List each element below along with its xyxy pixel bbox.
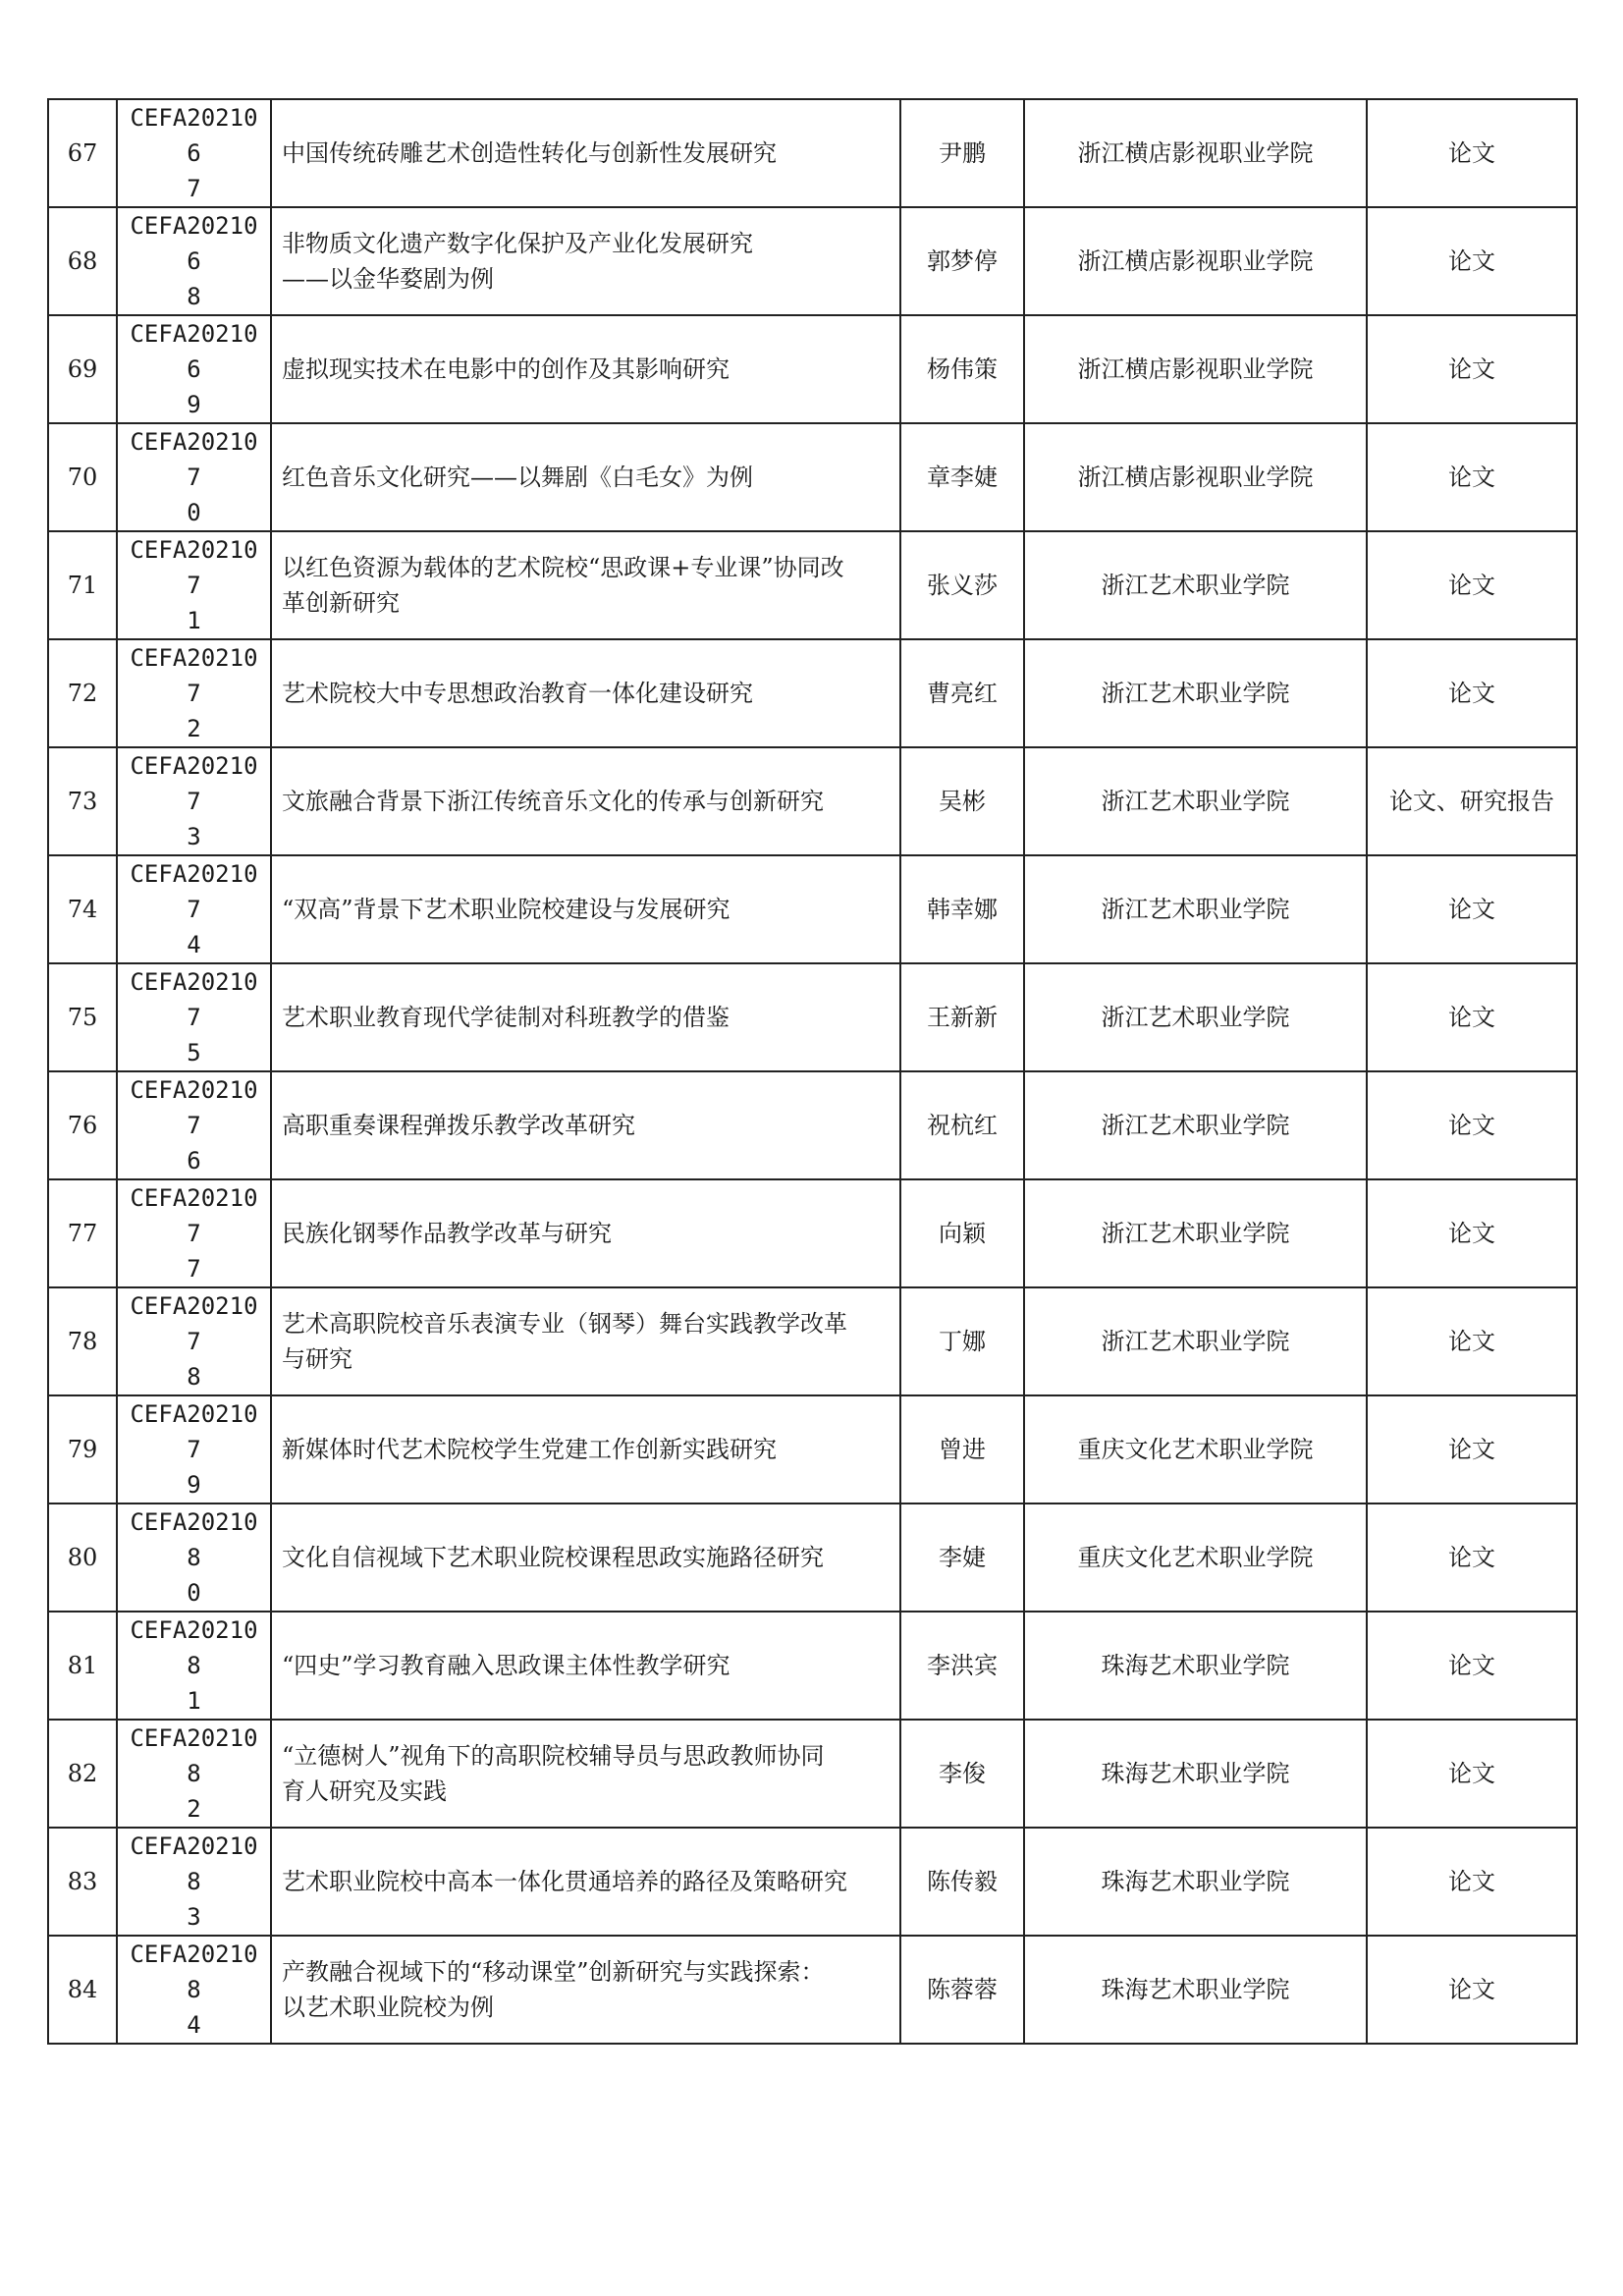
project-code-cell	[117, 1720, 271, 1828]
project-code-cell	[117, 423, 271, 531]
project-title-cell	[271, 1179, 900, 1287]
serial-number-cell: 78	[48, 1287, 117, 1395]
project-code-line: 1	[187, 607, 201, 634]
project-title-cell	[271, 315, 900, 423]
serial-number-cell: 80	[48, 1503, 117, 1612]
output-type-cell: 论文、研究报告	[1367, 747, 1577, 855]
researcher-name-cell: 曾进	[900, 1395, 1024, 1503]
project-title-line: 以红色资源为载体的艺术院校“思政课+专业课”协同改	[282, 554, 844, 581]
project-code-line: CEFA202108	[130, 1616, 258, 1679]
institution-cell: 浙江艺术职业学院	[1024, 855, 1367, 963]
institution-cell: 浙江艺术职业学院	[1024, 1071, 1367, 1179]
serial-number-cell: 74	[48, 855, 117, 963]
output-type-cell: 论文	[1367, 639, 1577, 747]
project-title-line: 文化自信视域下艺术职业院校课程思政实施路径研究	[282, 1544, 824, 1571]
project-title-line: “立德树人”视角下的高职院校辅导员与思政教师协同	[282, 1742, 825, 1770]
project-code-line: CEFA202108	[130, 1941, 258, 2003]
researcher-name-cell: 韩幸娜	[900, 855, 1024, 963]
project-code-line: 8	[187, 283, 201, 310]
researcher-name-cell: 杨伟策	[900, 315, 1024, 423]
output-type-cell: 论文	[1367, 423, 1577, 531]
project-code-cell	[117, 99, 271, 207]
project-title-line: 高职重奏课程弹拨乐教学改革研究	[282, 1112, 635, 1139]
table-row	[48, 639, 1577, 747]
table-row	[48, 1395, 1577, 1503]
institution-cell: 浙江横店影视职业学院	[1024, 423, 1367, 531]
output-type-cell: 论文	[1367, 1395, 1577, 1503]
output-type-cell: 论文	[1367, 1612, 1577, 1720]
researcher-name-cell: 李婕	[900, 1503, 1024, 1612]
serial-number-cell: 79	[48, 1395, 117, 1503]
project-code-cell	[117, 1287, 271, 1395]
serial-number-cell: 82	[48, 1720, 117, 1828]
project-title-line: 红色音乐文化研究——以舞剧《白毛女》为例	[282, 464, 753, 491]
project-code-line: CEFA202107	[130, 1076, 258, 1139]
researcher-name-cell: 王新新	[900, 963, 1024, 1071]
project-code-line: CEFA202107	[130, 536, 258, 599]
project-title-cell	[271, 1503, 900, 1612]
project-code-line: CEFA202106	[130, 320, 258, 383]
project-code-line: CEFA202107	[130, 860, 258, 923]
project-code-cell	[117, 315, 271, 423]
project-title-line: 新媒体时代艺术院校学生党建工作创新实践研究	[282, 1436, 777, 1463]
serial-number-cell: 72	[48, 639, 117, 747]
project-title-cell	[271, 855, 900, 963]
project-code-line: CEFA202106	[130, 104, 258, 167]
table-row	[48, 1287, 1577, 1395]
institution-cell: 浙江横店影视职业学院	[1024, 315, 1367, 423]
project-code-cell	[117, 963, 271, 1071]
institution-cell: 珠海艺术职业学院	[1024, 1612, 1367, 1720]
table-row	[48, 1503, 1577, 1612]
table-row	[48, 1828, 1577, 1936]
project-code-line: CEFA202107	[130, 644, 258, 707]
project-code-line: CEFA202108	[130, 1724, 258, 1787]
researcher-name-cell: 祝杭红	[900, 1071, 1024, 1179]
project-code-line: 4	[187, 2011, 201, 2039]
institution-cell: 重庆文化艺术职业学院	[1024, 1503, 1367, 1612]
serial-number-cell: 81	[48, 1612, 117, 1720]
table-row	[48, 99, 1577, 207]
table-body	[48, 99, 1577, 2044]
institution-cell: 浙江艺术职业学院	[1024, 963, 1367, 1071]
researcher-name-cell: 曹亮红	[900, 639, 1024, 747]
project-code-line: 7	[187, 1255, 201, 1283]
project-code-line: CEFA202108	[130, 1508, 258, 1571]
researcher-name-cell: 吴彬	[900, 747, 1024, 855]
output-type-cell: 论文	[1367, 1720, 1577, 1828]
project-code-cell	[117, 1071, 271, 1179]
project-code-line: 6	[187, 1147, 201, 1175]
project-title-line: “双高”背景下艺术职业院校建设与发展研究	[282, 896, 730, 923]
serial-number-cell: 69	[48, 315, 117, 423]
researcher-name-cell: 尹鹏	[900, 99, 1024, 207]
project-code-line: 3	[187, 823, 201, 850]
institution-cell: 珠海艺术职业学院	[1024, 1720, 1367, 1828]
project-code-line: 7	[187, 175, 201, 202]
project-title-line: 非物质文化遗产数字化保护及产业化发展研究	[282, 230, 753, 257]
output-type-cell: 论文	[1367, 1071, 1577, 1179]
institution-cell: 珠海艺术职业学院	[1024, 1936, 1367, 2044]
table-row	[48, 1720, 1577, 1828]
project-code-line: CEFA202107	[130, 1400, 258, 1463]
institution-cell: 重庆文化艺术职业学院	[1024, 1395, 1367, 1503]
output-type-cell: 论文	[1367, 1179, 1577, 1287]
output-type-cell: 论文	[1367, 207, 1577, 315]
serial-number-cell: 71	[48, 531, 117, 639]
project-title-cell	[271, 207, 900, 315]
project-title-cell	[271, 423, 900, 531]
institution-cell: 浙江艺术职业学院	[1024, 1287, 1367, 1395]
project-code-cell	[117, 1179, 271, 1287]
institution-cell: 珠海艺术职业学院	[1024, 1828, 1367, 1936]
project-code-cell	[117, 531, 271, 639]
project-code-line: CEFA202106	[130, 212, 258, 275]
table-row	[48, 1071, 1577, 1179]
institution-cell: 浙江艺术职业学院	[1024, 531, 1367, 639]
institution-cell: 浙江艺术职业学院	[1024, 747, 1367, 855]
table-row	[48, 747, 1577, 855]
output-type-cell: 论文	[1367, 1503, 1577, 1612]
project-code-line: 2	[187, 715, 201, 742]
serial-number-cell: 84	[48, 1936, 117, 2044]
project-title-line: 育人研究及实践	[282, 1777, 447, 1805]
project-code-cell	[117, 1395, 271, 1503]
output-type-cell: 论文	[1367, 315, 1577, 423]
project-title-line: 以艺术职业院校为例	[282, 1994, 494, 2021]
project-title-cell	[271, 99, 900, 207]
project-title-line: 艺术院校大中专思想政治教育一体化建设研究	[282, 680, 753, 707]
project-title-line: 文旅融合背景下浙江传统音乐文化的传承与创新研究	[282, 788, 824, 815]
project-code-cell	[117, 747, 271, 855]
table-row	[48, 531, 1577, 639]
researcher-name-cell: 李洪宾	[900, 1612, 1024, 1720]
output-type-cell: 论文	[1367, 99, 1577, 207]
table-row	[48, 1179, 1577, 1287]
project-code-cell	[117, 1612, 271, 1720]
project-code-line: CEFA202108	[130, 1832, 258, 1895]
institution-cell: 浙江横店影视职业学院	[1024, 99, 1367, 207]
project-title-line: 与研究	[282, 1345, 352, 1373]
output-type-cell: 论文	[1367, 531, 1577, 639]
project-title-line: “四史”学习教育融入思政课主体性教学研究	[282, 1652, 730, 1679]
table-row	[48, 963, 1577, 1071]
serial-number-cell: 67	[48, 99, 117, 207]
project-title-cell	[271, 1828, 900, 1936]
output-type-cell: 论文	[1367, 1828, 1577, 1936]
project-code-cell	[117, 639, 271, 747]
project-title-line: ——以金华婺剧为例	[282, 265, 494, 293]
project-title-line: 产教融合视域下的“移动课堂”创新研究与实践探索：	[282, 1958, 825, 1986]
serial-number-cell: 70	[48, 423, 117, 531]
table-row	[48, 1612, 1577, 1720]
institution-cell: 浙江横店影视职业学院	[1024, 207, 1367, 315]
researcher-name-cell: 张义莎	[900, 531, 1024, 639]
project-title-line: 中国传统砖雕艺术创造性转化与创新性发展研究	[282, 139, 777, 167]
project-title-line: 革创新研究	[282, 589, 400, 617]
project-code-line: CEFA202107	[130, 968, 258, 1031]
institution-cell: 浙江艺术职业学院	[1024, 639, 1367, 747]
table-row	[48, 423, 1577, 531]
researcher-name-cell: 陈传毅	[900, 1828, 1024, 1936]
project-title-cell	[271, 639, 900, 747]
project-title-cell	[271, 1612, 900, 1720]
project-title-line: 虚拟现实技术在电影中的创作及其影响研究	[282, 355, 730, 383]
table-row	[48, 207, 1577, 315]
project-code-line: CEFA202107	[130, 752, 258, 815]
serial-number-cell: 83	[48, 1828, 117, 1936]
project-title-line: 艺术职业教育现代学徒制对科班教学的借鉴	[282, 1004, 730, 1031]
serial-number-cell: 77	[48, 1179, 117, 1287]
project-code-cell	[117, 207, 271, 315]
project-code-line: 9	[187, 391, 201, 418]
output-type-cell: 论文	[1367, 1936, 1577, 2044]
project-title-cell	[271, 1720, 900, 1828]
project-table	[47, 98, 1578, 2045]
project-title-cell	[271, 1936, 900, 2044]
project-code-line: 2	[187, 1795, 201, 1823]
project-code-line: 3	[187, 1903, 201, 1931]
project-title-cell	[271, 1287, 900, 1395]
project-code-line: CEFA202107	[130, 428, 258, 491]
project-code-line: 8	[187, 1363, 201, 1391]
researcher-name-cell: 李俊	[900, 1720, 1024, 1828]
project-title-line: 艺术职业院校中高本一体化贯通培养的路径及策略研究	[282, 1868, 847, 1895]
serial-number-cell: 75	[48, 963, 117, 1071]
researcher-name-cell: 陈蓉蓉	[900, 1936, 1024, 2044]
serial-number-cell: 73	[48, 747, 117, 855]
institution-cell: 浙江艺术职业学院	[1024, 1179, 1367, 1287]
project-code-line: CEFA202107	[130, 1184, 258, 1247]
researcher-name-cell: 章李婕	[900, 423, 1024, 531]
project-code-line: CEFA202107	[130, 1292, 258, 1355]
output-type-cell: 论文	[1367, 1287, 1577, 1395]
project-code-cell	[117, 855, 271, 963]
project-code-cell	[117, 1936, 271, 2044]
table-row	[48, 855, 1577, 963]
project-code-line: 4	[187, 931, 201, 958]
table-row	[48, 1936, 1577, 2044]
table-row	[48, 315, 1577, 423]
project-code-line: 5	[187, 1039, 201, 1066]
serial-number-cell: 68	[48, 207, 117, 315]
project-title-cell	[271, 1395, 900, 1503]
project-code-line: 9	[187, 1471, 201, 1499]
output-type-cell: 论文	[1367, 963, 1577, 1071]
project-title-cell	[271, 1071, 900, 1179]
researcher-name-cell: 郭梦停	[900, 207, 1024, 315]
output-type-cell: 论文	[1367, 855, 1577, 963]
project-code-line: 0	[187, 1579, 201, 1607]
project-title-cell	[271, 963, 900, 1071]
project-code-line: 1	[187, 1687, 201, 1715]
project-title-line: 艺术高职院校音乐表演专业（钢琴）舞台实践教学改革	[282, 1310, 847, 1338]
serial-number-cell: 76	[48, 1071, 117, 1179]
researcher-name-cell: 丁娜	[900, 1287, 1024, 1395]
project-code-cell	[117, 1828, 271, 1936]
project-title-cell	[271, 747, 900, 855]
project-title-cell	[271, 531, 900, 639]
researcher-name-cell: 向颖	[900, 1179, 1024, 1287]
project-title-line: 民族化钢琴作品教学改革与研究	[282, 1220, 612, 1247]
project-code-cell	[117, 1503, 271, 1612]
project-code-line: 0	[187, 499, 201, 526]
